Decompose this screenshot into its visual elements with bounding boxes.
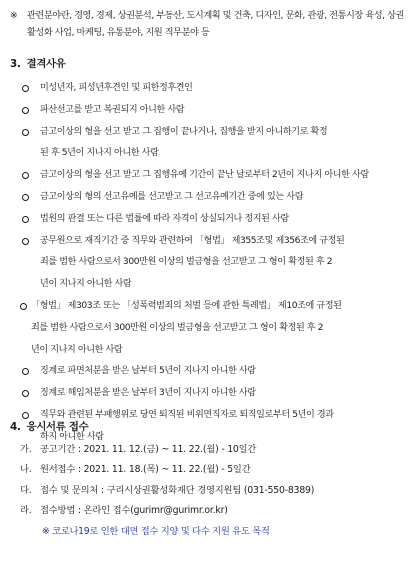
application-row (20, 501, 402, 521)
row-lead: 라. (20, 505, 32, 517)
disqualification-item (20, 122, 402, 166)
circle-bullet-icon (22, 216, 29, 223)
item-line: 「형법」 제303조 또는 「성폭력범죄의 처벌 등에 관한 특례법」 제10조에 규정된 (31, 300, 342, 311)
row-text: 접수 및 문의처 : 구리시상권활성화재단 경영지원팀 (031-550-8389) (40, 484, 315, 496)
circle-bullet-icon (22, 368, 29, 375)
item-line: 법원의 판결 또는 다른 법률에 따라 자격이 상실되거나 정지된 사람 (40, 213, 289, 224)
disqualification-item (20, 100, 402, 122)
item-line: 공무원으로 재직기간 중 직무와 관련하여 「형법」 제355조및 제356조에 규정된 (40, 235, 345, 246)
related-fields-note (10, 7, 406, 41)
row-lead: 다. (20, 484, 32, 496)
disqualification-item (20, 165, 402, 187)
item-line: 년이 지나지 아니한 사람 (31, 344, 123, 355)
item-line: 직무와 관련된 부패행위로 당연 퇴직된 비위면직자로 퇴직일로부터 5년이 경과 (40, 409, 334, 420)
circle-bullet-icon (22, 390, 29, 397)
disqualification-list (20, 78, 402, 449)
disqualification-item (20, 361, 402, 383)
related-fields-text: 관련분야란, 경영, 경제, 상권분석, 부동산, 도시계획 및 건축, 디자인, 문화, 관광, 전통시장 육성, 상권활성화 사업, 마케팅, 유통분야, 지원 직무분야 등 (27, 10, 404, 38)
disqualification-item (20, 187, 402, 209)
section-3-heading (10, 55, 66, 70)
circle-bullet-icon (22, 129, 29, 136)
item-line: 년이 지나지 아니한 사람 (40, 279, 132, 290)
item-line: 미성년자, 피성년후견인 및 피한정후견인 (40, 83, 193, 93)
application-details (20, 440, 402, 542)
item-line: 죄를 범한 사람으로서 300만원 이상의 벌금형을 선고받고 그 형이 확정된 후 2 (31, 322, 324, 333)
row-text: 공고기간 : 2021. 11. 12.(금) ~ 11. 22.(월) - 10일간 (40, 444, 257, 455)
row-lead: 가. (20, 444, 32, 455)
circle-bullet-icon (22, 85, 29, 92)
item-line: 금고이상의 형을 선고 받고 그 집행이 끝나거나, 집행을 받지 아니하기로 확정 (40, 126, 328, 137)
circle-bullet-icon (20, 303, 27, 310)
item-line: 죄를 범한 사람으로서 300만원 이상의 벌금형을 선고받고 그 형이 확정된 후 2 (40, 257, 333, 268)
item-line: 징계로 파면처분을 받은 날부터 5년이 지나지 아니한 사람 (40, 366, 256, 377)
row-lead: 나. (20, 464, 32, 476)
item-line: 파산선고를 받고 복권되지 아니한 사람 (40, 104, 185, 115)
section-title: 결격사유 (26, 58, 66, 70)
circle-bullet-icon (22, 238, 29, 245)
section-4-heading (10, 418, 88, 433)
disqualification-item (20, 231, 402, 296)
disqualification-item (20, 78, 402, 100)
item-line: 징계로 해임처분을 받은 날부터 3년이 지나지 아니한 사람 (40, 388, 256, 399)
row-text: 접수방법 : 온라인 접수(gurimr@gurimr.or.kr) (40, 505, 228, 517)
row-text: 원서접수 : 2021. 11. 18.(목) ~ 11. 22.(월) - 5일간 (40, 464, 251, 476)
section-title: 응시서류 접수 (26, 421, 89, 433)
application-row (20, 481, 402, 501)
circle-bullet-icon (22, 107, 29, 114)
note-mark: ※ (10, 10, 18, 21)
section-number: 4. (10, 421, 21, 433)
application-row (20, 440, 402, 460)
application-row (20, 460, 402, 480)
item-line: 금고이상의 형을 선고 받고 그 집행유예 기간이 끝난 날로부터 2년이 지나지 아니한 사람 (40, 170, 369, 181)
disqualification-item (20, 209, 402, 231)
circle-bullet-icon (22, 172, 29, 179)
disqualification-item (20, 296, 402, 361)
circle-bullet-icon (22, 194, 29, 201)
item-line: 하지 아니한 사람 (40, 431, 104, 442)
disqualification-item (20, 383, 402, 405)
section-number: 3. (10, 58, 21, 70)
item-line: 금고이상의 형의 선고유예를 선고받고 그 선고유예기간 중에 있는 사람 (40, 191, 304, 202)
item-line: 된 후 5년이 지나지 아니한 사람 (40, 148, 159, 159)
covid-note: ※ 코로나19로 인한 대면 접수 지양 및 다수 지원 유도 목적 (42, 525, 270, 537)
